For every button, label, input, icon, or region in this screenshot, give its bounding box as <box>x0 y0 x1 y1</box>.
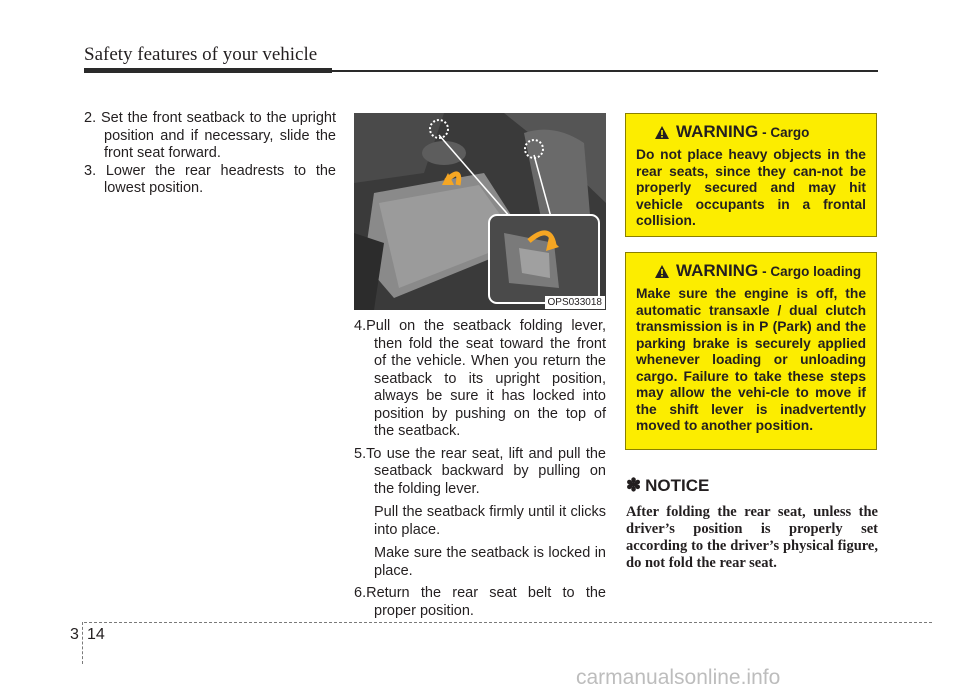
right-text-column <box>354 318 606 620</box>
rear-seat-illustration <box>354 113 606 310</box>
page-number: 14 <box>87 626 105 643</box>
header-rule-thin <box>332 70 878 72</box>
warning-cargo-loading-body: Make sure the engine is off, the automatic transaxle / dual clutch transmission is in P (Park) and the parking brake is securely applied whenever loading or unloading cargo. Failure to take these steps may allow the vehi-cle to move if the shift lever is inadvertently moved to another position. <box>636 286 866 433</box>
warning-triangle-icon <box>654 125 670 140</box>
step-5-text: 5.To use the rear seat, lift and pull the seatback backward by pulling on the folding lever. <box>354 445 606 497</box>
footer-dashed-rule <box>84 622 932 623</box>
warning-label: WARNING <box>676 122 759 141</box>
left-column <box>84 110 336 198</box>
notice-star-icon: ✽ <box>626 475 642 495</box>
chapter-number: 3 <box>70 626 79 643</box>
step-6-text: 6.Return the rear seat belt to the proper position. <box>354 585 606 619</box>
notice-title: NOTICE <box>645 475 710 495</box>
warning-cargo-loading-box <box>625 252 877 450</box>
rear-seat-folding-photo <box>354 113 606 310</box>
warning-subtitle: - Cargo <box>762 124 810 140</box>
watermark-text: carmanualsonline.info <box>576 666 781 689</box>
warning-label: WARNING <box>676 261 759 280</box>
warning-cargo-box <box>625 113 877 237</box>
step-3-text: 3. Lower the rear headrests to the lowest position. <box>84 162 336 196</box>
warning-cargo-header <box>654 122 866 142</box>
footer-dashed-divider <box>82 622 83 664</box>
step-5-sub-1: Pull the seatback firmly until it clicks into place. <box>374 504 606 538</box>
step-4-text: 4.Pull on the seatback folding lever, then fold the seat toward the front of the vehicle. When you return the seatback to its upright position, always be sure it has locked into position by pushing on the top of the seatback. <box>354 318 606 439</box>
step-2-text: 2. Set the front seatback to the upright position and if necessary, slide the front seat forward. <box>84 110 336 161</box>
step-5-sub-2: Make sure the seatback is locked in place. <box>374 545 606 579</box>
warning-cargo-body: Do not place heavy objects in the rear seats, since they can-not be properly secured and may hit vehicle occupants in a frontal collision. <box>636 147 866 228</box>
warning-subtitle: - Cargo loading <box>762 263 862 279</box>
notice-body: After folding the rear seat, unless the driver’s position is properly set according to the driver’s physical figure, do not fold the rear seat. <box>626 504 878 571</box>
notice-header <box>626 475 878 496</box>
warning-cargo-loading-header <box>654 261 866 281</box>
warning-triangle-icon <box>654 264 670 279</box>
figure-caption: OPS033018 <box>545 296 606 309</box>
page-header-title: Safety features of your vehicle <box>84 44 318 65</box>
notice-section <box>626 475 878 572</box>
header-rule-thick <box>84 68 332 73</box>
